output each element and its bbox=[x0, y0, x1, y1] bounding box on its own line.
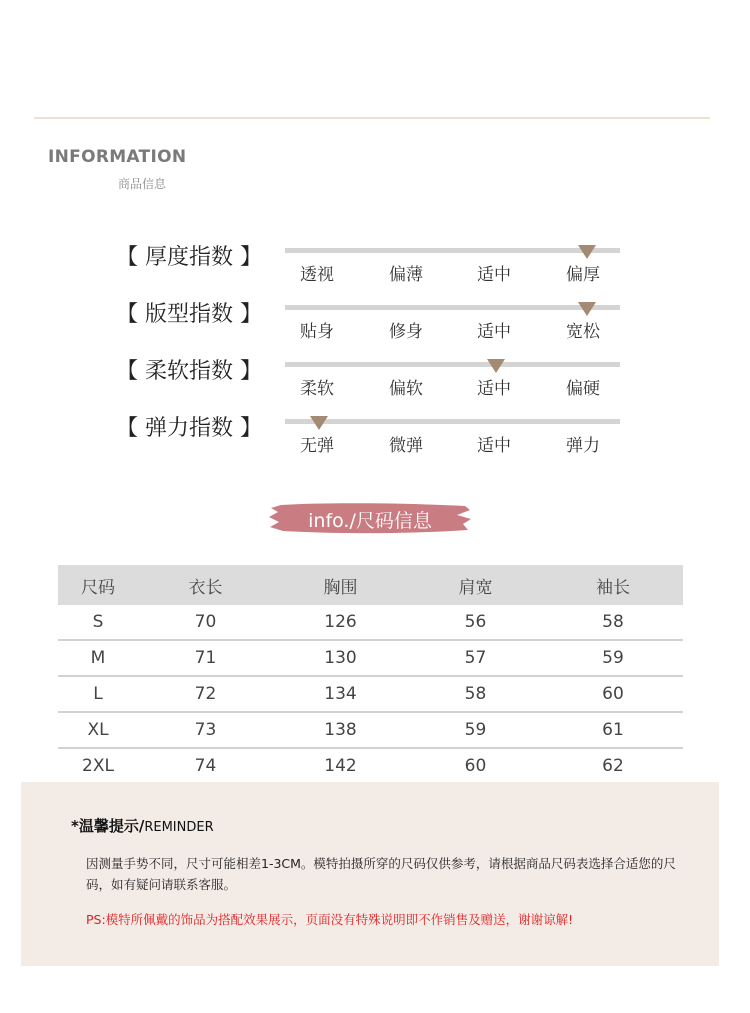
index-row-thickness bbox=[0, 242, 750, 290]
table-cell: XL bbox=[58, 712, 138, 748]
reminder-title bbox=[71, 815, 214, 836]
index-option: 透视 bbox=[300, 265, 334, 285]
index-option: 无弹 bbox=[300, 436, 334, 456]
table-cell: 73 bbox=[138, 712, 273, 748]
index-row-softness bbox=[0, 356, 750, 404]
table-row bbox=[58, 605, 683, 640]
index-option: 适中 bbox=[477, 379, 511, 399]
table-cell: 134 bbox=[273, 676, 408, 712]
reminder-title-cn: *温馨提示/ bbox=[71, 817, 145, 835]
table-cell: 59 bbox=[408, 712, 543, 748]
index-option: 宽松 bbox=[566, 322, 600, 342]
table-cell: 60 bbox=[408, 748, 543, 784]
info-title: INFORMATION bbox=[48, 147, 187, 167]
table-cell: 56 bbox=[408, 605, 543, 640]
index-option: 适中 bbox=[477, 436, 511, 456]
table-row bbox=[58, 748, 683, 784]
index-option: 偏软 bbox=[389, 379, 423, 399]
table-cell: 138 bbox=[273, 712, 408, 748]
size-info-banner-text: info./尺码信息 bbox=[308, 510, 432, 532]
table-cell: 142 bbox=[273, 748, 408, 784]
reminder-box bbox=[21, 782, 719, 966]
column-header: 袖长 bbox=[543, 565, 683, 605]
table-cell: 74 bbox=[138, 748, 273, 784]
index-marker bbox=[487, 359, 505, 373]
table-cell: 130 bbox=[273, 640, 408, 676]
table-cell: 59 bbox=[543, 640, 683, 676]
table-cell: M bbox=[58, 640, 138, 676]
column-header: 衣长 bbox=[138, 565, 273, 605]
index-option: 偏硬 bbox=[566, 379, 600, 399]
top-divider bbox=[34, 117, 710, 119]
table-cell: 62 bbox=[543, 748, 683, 784]
index-option: 柔软 bbox=[300, 379, 334, 399]
index-label: 【 柔软指数 】 bbox=[116, 359, 262, 384]
table-cell: 57 bbox=[408, 640, 543, 676]
table-cell: 70 bbox=[138, 605, 273, 640]
table-cell: 58 bbox=[408, 676, 543, 712]
index-bar bbox=[285, 419, 620, 424]
index-row-fit bbox=[0, 299, 750, 347]
index-option: 适中 bbox=[477, 265, 511, 285]
reminder-title-en: REMINDER bbox=[144, 820, 214, 835]
index-marker bbox=[310, 416, 328, 430]
table-cell: 60 bbox=[543, 676, 683, 712]
index-option: 弹力 bbox=[566, 436, 600, 456]
table-cell: S bbox=[58, 605, 138, 640]
table-cell: 72 bbox=[138, 676, 273, 712]
index-option: 微弹 bbox=[389, 436, 423, 456]
index-bar bbox=[285, 362, 620, 367]
table-cell: 58 bbox=[543, 605, 683, 640]
index-marker bbox=[578, 302, 596, 316]
index-label: 【 弹力指数 】 bbox=[116, 416, 262, 441]
table-row bbox=[58, 676, 683, 712]
info-subtitle: 商品信息 bbox=[118, 177, 167, 191]
table-cell: 61 bbox=[543, 712, 683, 748]
index-option: 偏厚 bbox=[566, 265, 600, 285]
table-cell: 71 bbox=[138, 640, 273, 676]
index-marker bbox=[578, 245, 596, 259]
index-label: 【 厚度指数 】 bbox=[116, 245, 262, 270]
index-bar bbox=[285, 248, 620, 253]
reminder-ps-note: PS:模特所佩戴的饰品为搭配效果展示，页面没有特殊说明即不作销售及赠送，谢谢谅解! bbox=[86, 912, 574, 927]
table-header-row bbox=[58, 565, 683, 605]
index-option: 适中 bbox=[477, 322, 511, 342]
table-row bbox=[58, 712, 683, 748]
index-row-elasticity bbox=[0, 413, 750, 461]
size-table bbox=[58, 565, 683, 785]
index-option: 贴身 bbox=[300, 322, 334, 342]
index-option: 偏薄 bbox=[389, 265, 423, 285]
table-cell: 2XL bbox=[58, 748, 138, 784]
column-header: 尺码 bbox=[58, 565, 138, 605]
index-label: 【 版型指数 】 bbox=[116, 302, 262, 327]
column-header: 胸围 bbox=[273, 565, 408, 605]
table-cell: 126 bbox=[273, 605, 408, 640]
index-option: 修身 bbox=[389, 322, 423, 342]
reminder-body: 因测量手势不同，尺寸可能相差1-3CM。模特拍摄所穿的尺码仅供参考，请根据商品尺码表选择合适您的尺码，如有疑问请联系客服。 bbox=[86, 856, 676, 892]
index-bar bbox=[285, 305, 620, 310]
size-info-banner bbox=[267, 501, 473, 535]
column-header: 肩宽 bbox=[408, 565, 543, 605]
table-cell: L bbox=[58, 676, 138, 712]
table-row bbox=[58, 640, 683, 676]
